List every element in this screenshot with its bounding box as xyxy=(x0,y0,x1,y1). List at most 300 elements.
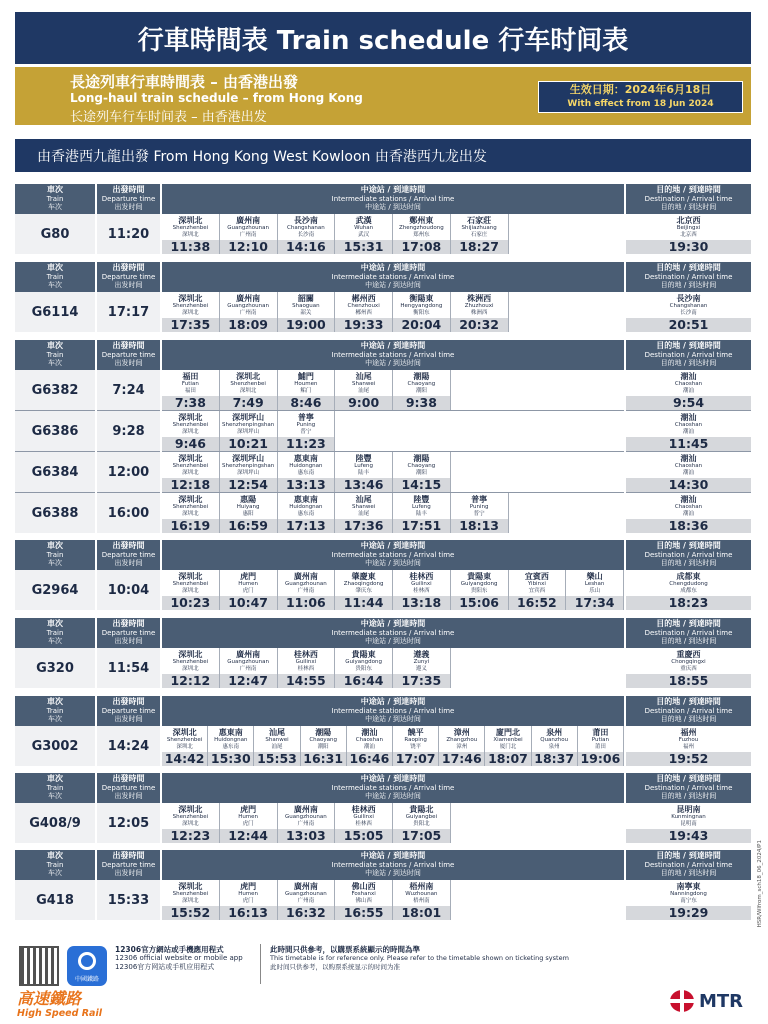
destination-name-sc: 福州 xyxy=(682,743,694,750)
header-destination-sc: 目的地 / 到达时间 xyxy=(660,869,717,877)
destination-name-sc: 长沙南 xyxy=(680,309,697,316)
header-destination xyxy=(626,540,751,570)
stop-name-tc: 陸豐 xyxy=(355,454,372,463)
destination-name-tc: 潮汕 xyxy=(680,495,697,504)
stop-name-en: Huiyang xyxy=(236,504,260,510)
intermediate-stop xyxy=(578,726,624,766)
intermediate-stop xyxy=(220,880,278,920)
departure-time: 15:33 xyxy=(97,880,160,920)
arrival-time: 18:37 xyxy=(532,752,577,766)
departure-time: 16:00 xyxy=(97,493,160,533)
stop-name-en: Guangzhounan xyxy=(285,891,327,897)
stop-name-tc: 深圳北 xyxy=(178,454,203,463)
stop-name-en: Shanwei xyxy=(265,737,289,743)
disclaimer-en: This timetable is for reference only. Please refer to the timetable shown on ticketing system xyxy=(270,954,569,962)
header-intermediate xyxy=(162,850,624,880)
header-departure-sc: 出发时间 xyxy=(114,792,143,800)
stop-name-en: Shenzhenbei xyxy=(172,659,209,665)
header-train-en: Train xyxy=(46,272,64,281)
intermediate-stop xyxy=(393,570,451,610)
train-number: G80 xyxy=(15,214,95,254)
intermediate-stop xyxy=(335,214,393,254)
header-destination-tc: 目的地 / 到達時間 xyxy=(656,341,721,350)
intermediate-stop xyxy=(335,493,393,533)
destination xyxy=(626,370,751,410)
stop-name-sc: 深圳坪山 xyxy=(237,428,260,435)
arrival-time: 15:30 xyxy=(208,752,253,766)
destination xyxy=(626,880,751,920)
arrival-time: 20:32 xyxy=(451,318,508,332)
arrival-time: 16:31 xyxy=(301,752,346,766)
header-intermediate-sc: 中途站 / 到达时间 xyxy=(365,203,421,211)
stop-name-sc: 汕尾 xyxy=(358,387,370,394)
destination-name-en: Beijingxi xyxy=(676,225,701,231)
header-destination xyxy=(626,618,751,648)
stop-name-tc: 汕尾 xyxy=(268,728,285,737)
departure-time: 11:54 xyxy=(97,648,160,688)
stop-name-sc: 广州南 xyxy=(239,665,257,672)
intermediate-stop xyxy=(278,292,336,332)
arrival-time: 14:55 xyxy=(278,674,335,688)
arrival-time: 9:46 xyxy=(162,437,219,451)
header-destination xyxy=(626,773,751,803)
stop-name-tc: 深圳北 xyxy=(178,216,203,225)
header-departure-tc: 出發時間 xyxy=(112,774,145,783)
stop-name-sc: 惠阳 xyxy=(242,510,254,517)
header-train-sc: 车次 xyxy=(48,869,62,877)
destination-name-sc: 北京西 xyxy=(680,231,697,238)
stop-name-tc: 潮陽 xyxy=(315,728,332,737)
header-departure-sc: 出发时间 xyxy=(114,281,143,289)
stop-name-tc: 廣州南 xyxy=(236,294,261,303)
header-intermediate-en: Intermediate stations / Arrival time xyxy=(331,272,455,281)
intermediate-stop xyxy=(278,880,336,920)
stop-name-en: Shenzhenbei xyxy=(172,422,209,428)
stop-name-tc: 惠東南 xyxy=(218,728,243,737)
intermediate-stop xyxy=(220,214,278,254)
stop-name-tc: 株洲西 xyxy=(467,294,492,303)
disclaimer xyxy=(270,945,569,972)
header-departure-en: Departure time xyxy=(101,860,156,869)
stop-name-sc: 惠东南 xyxy=(222,743,240,750)
header-destination-en: Destination / Arrival time xyxy=(644,350,733,359)
departure-time: 14:24 xyxy=(97,726,160,766)
stop-name-en: Shenzhenbei xyxy=(230,381,266,387)
train-number: G418 xyxy=(15,880,95,920)
mtr-logo-icon xyxy=(670,990,694,1012)
arrival-time: 13:03 xyxy=(278,829,335,843)
destination-name-en: Nanningdong xyxy=(670,891,707,897)
intermediate-stop xyxy=(509,570,567,610)
table-header xyxy=(15,340,751,370)
arrival-time: 16:59 xyxy=(220,519,277,533)
train-number: G6386 xyxy=(15,411,95,451)
header-intermediate xyxy=(162,184,624,214)
intermediate-stop xyxy=(335,648,393,688)
stop-name-tc: 陸豐 xyxy=(413,495,430,504)
intermediate-stop xyxy=(278,570,336,610)
schedule-block xyxy=(15,184,751,255)
stop-name-en: Wuhan xyxy=(354,225,374,231)
stop-name-en: Yibinxi xyxy=(527,581,546,587)
header-train xyxy=(15,773,95,803)
stop-name-tc: 深圳北 xyxy=(178,495,203,504)
stop-name-tc: 福田 xyxy=(182,372,199,381)
arrival-time: 7:38 xyxy=(162,396,219,410)
intermediate-stop xyxy=(208,726,254,766)
train-number: G6114 xyxy=(15,292,95,332)
app-info-sc: 12306官方网站或手机应用程式 xyxy=(115,963,215,971)
header-intermediate-tc: 中途站 / 到達時間 xyxy=(360,619,426,628)
intermediate-stop xyxy=(162,803,220,843)
intermediate-stop xyxy=(278,493,336,533)
intermediate-stop xyxy=(335,370,393,410)
header-train-en: Train xyxy=(46,194,64,203)
app-info-tc: 12306官方網站或手機應用程式 xyxy=(115,945,224,954)
destination-name-en: Fuzhou xyxy=(678,737,699,743)
arrival-time: 15:53 xyxy=(254,752,299,766)
intermediate-stop xyxy=(162,292,220,332)
departure-time: 12:00 xyxy=(97,452,160,492)
stop-name-sc: 莆田 xyxy=(594,743,606,750)
intermediate-stop xyxy=(393,803,451,843)
schedule-block xyxy=(15,540,751,611)
destination-name-tc: 南寧東 xyxy=(676,882,701,891)
arrival-time: 8:46 xyxy=(278,396,335,410)
arrival-time: 13:13 xyxy=(278,478,335,492)
stop-name-sc: 深圳北 xyxy=(182,231,199,238)
header-train-tc: 車次 xyxy=(47,697,63,706)
destination xyxy=(626,570,751,610)
app-icon-label: 中國鐵路 xyxy=(74,976,99,983)
arrival-time: 12:47 xyxy=(220,674,277,688)
arrival-time: 13:18 xyxy=(393,596,450,610)
header-destination xyxy=(626,262,751,292)
stop-name-en: Shenzhenpingshan xyxy=(221,463,275,469)
stop-name-tc: 潮汕 xyxy=(361,728,378,737)
intermediate-stop xyxy=(220,452,278,492)
header-departure-sc: 出发时间 xyxy=(114,637,143,645)
header-intermediate xyxy=(162,773,624,803)
stop-name-tc: 深圳北 xyxy=(178,572,203,581)
stop-name-sc: 厦门北 xyxy=(499,743,517,750)
stop-name-sc: 郑州东 xyxy=(413,231,430,238)
intermediate-stop xyxy=(335,570,393,610)
stop-name-sc: 潮阳 xyxy=(317,743,329,750)
stop-name-tc: 深圳北 xyxy=(178,882,203,891)
arrival-time: 16:44 xyxy=(335,674,392,688)
stop-name-tc: 饒平 xyxy=(407,728,424,737)
destination-name-en: Chaoshan xyxy=(674,381,703,387)
train-number: G6388 xyxy=(15,493,95,533)
stop-name-tc: 長沙南 xyxy=(293,216,318,225)
train-number: G3002 xyxy=(15,726,95,766)
intermediate-stop xyxy=(335,452,393,492)
stop-name-tc: 深圳坪山 xyxy=(232,413,265,422)
stop-name-sc: 桂林西 xyxy=(413,587,430,594)
stop-name-tc: 梧州南 xyxy=(409,882,434,891)
intermediate-stop xyxy=(162,411,220,451)
stop-name-en: Quanzhou xyxy=(540,737,569,743)
header-train-en: Train xyxy=(46,628,64,637)
stop-name-en: Shenzhenbei xyxy=(172,891,209,897)
mtr-logo xyxy=(670,990,743,1012)
stop-name-sc: 株洲西 xyxy=(470,309,488,316)
arrival-time: 17:35 xyxy=(162,318,219,332)
arrival-time: 17:05 xyxy=(393,829,450,843)
schedule-block xyxy=(15,262,751,333)
header-train-tc: 車次 xyxy=(47,541,63,550)
stop-name-sc: 韶关 xyxy=(300,309,312,316)
departure-time: 7:24 xyxy=(97,370,160,410)
header-train xyxy=(15,262,95,292)
header-train-sc: 车次 xyxy=(48,792,62,800)
stop-name-en: Shanwei xyxy=(352,381,376,387)
stop-name-tc: 深圳坪山 xyxy=(232,454,265,463)
stop-name-sc: 郴州西 xyxy=(355,309,372,316)
header-train-sc: 车次 xyxy=(48,637,62,645)
header-destination-tc: 目的地 / 到達時間 xyxy=(656,697,721,706)
intermediate-stop xyxy=(220,411,278,451)
stop-name-en: Puning xyxy=(296,422,316,428)
header-departure-tc: 出發時間 xyxy=(112,541,145,550)
header-destination-tc: 目的地 / 到達時間 xyxy=(656,619,721,628)
intermediate-stop xyxy=(335,880,393,920)
qr-code-icon[interactable] xyxy=(19,946,59,986)
stop-name-tc: 廣州南 xyxy=(293,882,318,891)
stop-name-tc: 汕尾 xyxy=(355,495,372,504)
header-train-en: Train xyxy=(46,783,64,792)
intermediate-stop xyxy=(278,214,336,254)
stop-name-sc: 深圳北 xyxy=(182,665,199,672)
header-departure xyxy=(97,340,160,370)
arrival-time: 7:49 xyxy=(220,396,277,410)
intermediate-stop xyxy=(335,292,393,332)
destination-arrival-time: 18:55 xyxy=(626,674,751,688)
header-train-tc: 車次 xyxy=(47,851,63,860)
stop-name-sc: 虎门 xyxy=(242,897,254,904)
header-destination xyxy=(626,340,751,370)
stop-name-en: Guangzhounan xyxy=(227,225,269,231)
header-train-sc: 车次 xyxy=(48,359,62,367)
destination-name-en: Kunmingnan xyxy=(671,814,706,820)
header-intermediate-tc: 中途站 / 到達時間 xyxy=(360,851,426,860)
intermediate-stop xyxy=(278,648,336,688)
stop-name-sc: 贵阳北 xyxy=(413,820,430,827)
stop-name-tc: 普寧 xyxy=(471,495,488,504)
intermediate-stop xyxy=(566,570,624,610)
header-departure-en: Departure time xyxy=(101,550,156,559)
header-intermediate-en: Intermediate stations / Arrival time xyxy=(331,194,455,203)
destination-name-tc: 潮汕 xyxy=(680,372,697,381)
stop-name-en: Zhaoqingdong xyxy=(343,581,384,587)
banner-title-tc: 長途列車行車時間表 – 由香港出發 xyxy=(70,73,298,91)
stop-name-sc: 佛山西 xyxy=(355,897,372,904)
stop-name-sc: 惠东南 xyxy=(297,469,315,476)
stop-name-tc: 深圳北 xyxy=(178,650,203,659)
header-intermediate-sc: 中途站 / 到达时间 xyxy=(365,792,421,800)
stop-name-en: Foshanxi xyxy=(351,891,376,897)
header-intermediate-sc: 中途站 / 到达时间 xyxy=(365,281,421,289)
header-departure xyxy=(97,262,160,292)
stop-name-tc: 佛山西 xyxy=(351,882,376,891)
destination-name-sc: 潮汕 xyxy=(682,510,694,517)
arrival-time: 12:12 xyxy=(162,674,219,688)
header-departure-sc: 出发时间 xyxy=(114,559,143,567)
stop-name-tc: 普寧 xyxy=(297,413,314,422)
stop-name-tc: 鄭州東 xyxy=(409,216,434,225)
intermediate-stop xyxy=(393,648,451,688)
header-intermediate-tc: 中途站 / 到達時間 xyxy=(360,263,426,272)
stop-name-en: Guangzhounan xyxy=(227,659,269,665)
intermediate-stop xyxy=(451,493,509,533)
disclaimer-tc: 此時間只供參考，以購票系統顯示的時間為準 xyxy=(270,945,420,954)
arrival-time: 18:09 xyxy=(220,318,277,332)
departure-time: 11:20 xyxy=(97,214,160,254)
header-departure xyxy=(97,184,160,214)
stop-name-en: Shenzhenbei xyxy=(172,463,209,469)
header-train-tc: 車次 xyxy=(47,263,63,272)
header-departure-sc: 出发时间 xyxy=(114,869,143,877)
stop-name-en: Huidongnan xyxy=(214,737,248,743)
stop-name-sc: 深圳北 xyxy=(182,820,199,827)
destination-arrival-time: 20:51 xyxy=(626,318,751,332)
banner-title-sc: 长途列车行车时间表 – 由香港出发 xyxy=(70,110,267,125)
header-intermediate-sc: 中途站 / 到达时间 xyxy=(365,359,421,367)
stop-name-sc: 广州南 xyxy=(297,820,315,827)
stop-name-sc: 惠东南 xyxy=(297,510,315,517)
arrival-time: 11:38 xyxy=(162,240,219,254)
header-destination-en: Destination / Arrival time xyxy=(644,628,733,637)
header-destination-en: Destination / Arrival time xyxy=(644,550,733,559)
header-train xyxy=(15,184,95,214)
stop-name-en: Chenzhouxi xyxy=(347,303,380,309)
header-train-tc: 車次 xyxy=(47,774,63,783)
stop-name-sc: 深圳北 xyxy=(239,387,257,394)
destination-name-en: Chongqingxi xyxy=(671,659,706,665)
intermediate-stop xyxy=(451,292,509,332)
departure-time: 9:28 xyxy=(97,411,160,451)
stop-name-tc: 宜賓西 xyxy=(524,572,549,581)
stop-name-en: Lufeng xyxy=(354,463,373,469)
header-destination-tc: 目的地 / 到達時間 xyxy=(656,263,721,272)
destination-arrival-time: 18:23 xyxy=(626,596,751,610)
stop-name-sc: 贵阳东 xyxy=(470,587,488,594)
stop-name-en: Chaoyang xyxy=(407,463,436,469)
destination xyxy=(626,803,751,843)
header-intermediate-en: Intermediate stations / Arrival time xyxy=(331,706,455,715)
header-intermediate-sc: 中途站 / 到达时间 xyxy=(365,559,421,567)
header-train-sc: 车次 xyxy=(48,281,62,289)
destination-arrival-time: 19:43 xyxy=(626,829,751,843)
stop-name-en: Putian xyxy=(591,737,610,743)
stop-name-sc: 深圳北 xyxy=(176,743,193,750)
header-destination-sc: 目的地 / 到达时间 xyxy=(660,203,717,211)
header-train xyxy=(15,340,95,370)
intermediate-stop xyxy=(278,411,336,451)
arrival-time: 19:33 xyxy=(335,318,392,332)
arrival-time: 15:05 xyxy=(335,829,392,843)
header-train xyxy=(15,540,95,570)
stop-name-sc: 广州南 xyxy=(239,231,257,238)
stop-name-sc: 泉州 xyxy=(548,743,560,750)
banner-title-en: Long-haul train schedule – from Hong Kong xyxy=(70,91,363,105)
header-intermediate-en: Intermediate stations / Arrival time xyxy=(331,350,455,359)
arrival-time: 14:42 xyxy=(162,752,207,766)
stop-name-sc: 长沙南 xyxy=(297,231,315,238)
stop-name-en: Shenzhenbei xyxy=(172,814,209,820)
destination-arrival-time: 19:30 xyxy=(626,240,751,254)
stop-name-sc: 宜宾西 xyxy=(528,587,546,594)
stop-name-sc: 潮阳 xyxy=(415,387,427,394)
header-intermediate-tc: 中途站 / 到達時間 xyxy=(360,774,426,783)
table-header xyxy=(15,618,751,648)
stop-name-en: Shenzhenpingshan xyxy=(221,422,275,428)
stop-name-tc: 汕尾 xyxy=(355,372,372,381)
intermediate-stop xyxy=(532,726,578,766)
app-info-en: 12306 official website or mobile app xyxy=(115,954,243,962)
destination-name-en: Chengdudong xyxy=(669,581,708,587)
stop-name-sc: 深圳北 xyxy=(182,469,199,476)
destination xyxy=(626,292,751,332)
header-train xyxy=(15,850,95,880)
header-train xyxy=(15,696,95,726)
header-train xyxy=(15,618,95,648)
stop-name-en: Houmen xyxy=(294,381,318,387)
intermediate-stop xyxy=(220,292,278,332)
destination xyxy=(626,214,751,254)
footer xyxy=(15,940,751,1020)
header-departure-tc: 出發時間 xyxy=(112,341,145,350)
arrival-time: 16:32 xyxy=(278,906,335,920)
header-departure-sc: 出发时间 xyxy=(114,715,143,723)
arrival-time: 12:18 xyxy=(162,478,219,492)
header-departure-en: Departure time xyxy=(101,783,156,792)
hsr-logo-zh: 高速鐵路 xyxy=(17,989,82,1008)
stop-name-sc: 深圳北 xyxy=(182,309,199,316)
stop-name-tc: 貴陽東 xyxy=(467,572,492,581)
stop-name-tc: 莆田 xyxy=(592,728,609,737)
intermediate-stop xyxy=(220,803,278,843)
arrival-time: 16:13 xyxy=(220,906,277,920)
arrival-time: 19:06 xyxy=(578,752,623,766)
stop-name-sc: 深圳北 xyxy=(182,587,199,594)
intermediate-stop xyxy=(393,726,439,766)
arrival-time: 15:31 xyxy=(335,240,392,254)
header-destination-sc: 目的地 / 到达时间 xyxy=(660,359,717,367)
stop-name-tc: 韶關 xyxy=(297,294,314,303)
intermediate-stop xyxy=(451,570,509,610)
header-departure-en: Departure time xyxy=(101,350,156,359)
destination-name-tc: 潮汕 xyxy=(680,454,697,463)
destination-name-en: Chaoshan xyxy=(674,504,703,510)
stop-name-en: Guangzhounan xyxy=(227,303,269,309)
destination-name-sc: 潮汕 xyxy=(682,387,694,394)
stop-name-en: Humen xyxy=(238,814,259,820)
intermediate-stop xyxy=(254,726,300,766)
stop-name-en: Shenzhenbei xyxy=(172,303,209,309)
arrival-time: 14:15 xyxy=(393,478,450,492)
stop-name-sc: 虎门 xyxy=(242,820,254,827)
stop-name-en: Shaoguan xyxy=(292,303,320,309)
schedule-block xyxy=(15,773,751,844)
stop-name-tc: 惠東南 xyxy=(293,495,318,504)
schedule-block xyxy=(15,696,751,767)
stop-name-tc: 郴州西 xyxy=(351,294,376,303)
china-railway-app-icon[interactable] xyxy=(67,946,107,986)
intermediate-stop xyxy=(278,452,336,492)
train-number: G2964 xyxy=(15,570,95,610)
